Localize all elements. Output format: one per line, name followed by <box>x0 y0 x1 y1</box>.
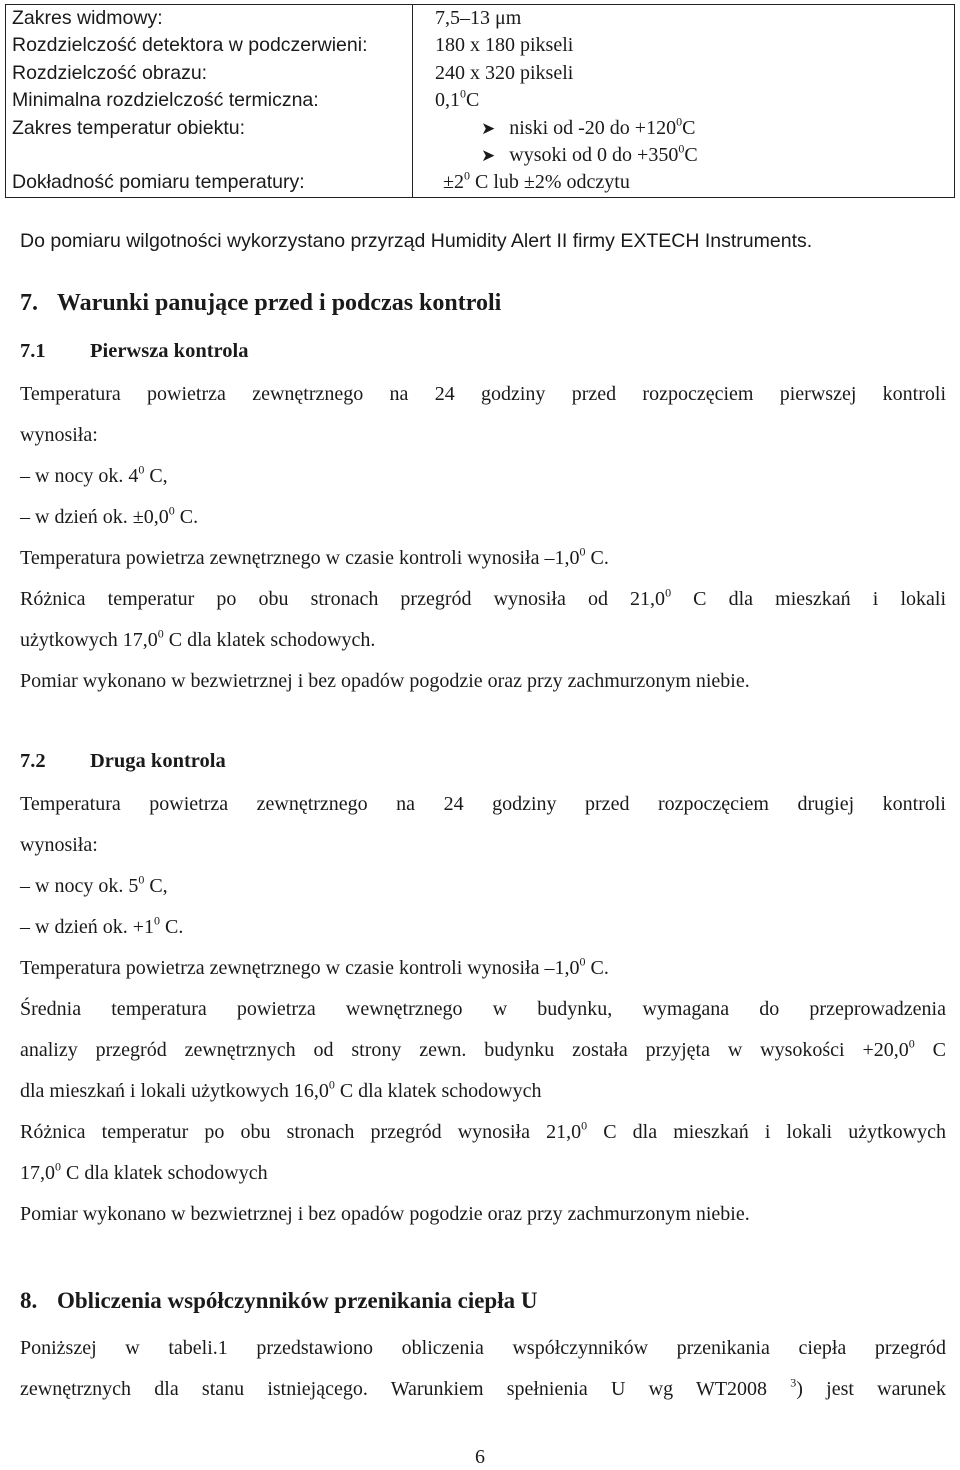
spec-row <box>6 87 955 114</box>
page-number: 6 <box>475 1446 485 1468</box>
spec-row <box>6 60 955 87</box>
spec-value: ➤ wysoki od 0 do $+350^0C$ <box>481 141 698 166</box>
spec-value: $\pm 2^0$ C lub ±2% odczytu <box>443 168 630 194</box>
spec-label: Minimalna rozdzielczość termiczna: <box>6 87 413 114</box>
spec-value: 180 x 180 pikseli <box>435 34 574 57</box>
spec-label: Zakres widmowy: <box>6 5 413 33</box>
spec-row <box>6 5 955 33</box>
paragraph: zewnętrznych dla stanu istniejącego. Warunkiem spełnienia U wg WT2008 $^3$) jest warunek <box>20 1375 946 1400</box>
paragraph: Pomiar wykonano w bezwietrznej i bez opadów pogodzie oraz przy zachmurzonym niebie. <box>20 670 750 692</box>
paragraph: analizy przegród zewnętrznych od strony zewn. budynku została przyjęta w wysokości $+20,0^0$ C <box>20 1036 946 1061</box>
list-item: – w nocy ok. $4^0$ C, <box>20 462 168 487</box>
paragraph: 17,0$^0$ C dla klatek schodowych <box>20 1159 268 1184</box>
spec-label: Zakres temperatur obiektu: <box>6 115 413 142</box>
spec-label: Dokładność pomiaru temperatury: <box>6 169 413 197</box>
spec-row <box>6 115 955 142</box>
paragraph: wynosiła: <box>20 424 98 446</box>
spec-row <box>6 142 955 169</box>
paragraph: wynosiła: <box>20 834 98 856</box>
spec-value: 7,5–13 μm <box>435 7 522 29</box>
specs-table <box>5 4 955 198</box>
list-item: – w nocy ok. $5^0$ C, <box>20 872 168 897</box>
paragraph: użytkowych 17,0$^0$ C dla klatek schodowych. <box>20 626 376 651</box>
paragraph: Temperatura powietrza zewnętrznego w czasie kontroli wynosiła $-1,0^0$ C. <box>20 954 609 979</box>
paragraph: Różnica temperatur po obu stronach przegród wynosiła 21,0$^0$ C dla mieszkań i lokali użytkowych <box>20 1118 946 1143</box>
paragraph: Różnica temperatur po obu stronach przegród wynosiła od 21,0$^0$ C dla mieszkań i lokali <box>20 585 947 610</box>
paragraph: Temperatura powietrza zewnętrznego na 24 godziny przed rozpoczęciem pierwszej kontroli <box>20 383 946 405</box>
paragraph: Pomiar wykonano w bezwietrznej i bez opadów pogodzie oraz przy zachmurzonym niebie. <box>20 1203 750 1225</box>
section-7-1-heading: 7.1 Pierwsza kontrola <box>20 340 249 362</box>
paragraph: dla mieszkań i lokali użytkowych 16,0$^0$ C dla klatek schodowych <box>20 1077 542 1102</box>
paragraph: Temperatura powietrza zewnętrznego w czasie kontroli wynosiła $-1,0^0$ C. <box>20 544 609 569</box>
spec-label: Rozdzielczość detektora w podczerwieni: <box>6 32 413 59</box>
spec-row <box>6 169 955 197</box>
paragraph: Poniższej w tabeli.1 przedstawiono obliczenia współczynników przenikania ciepła przegród <box>20 1337 946 1359</box>
spec-label <box>6 142 413 169</box>
arrow-bullet-icon: ➤ <box>481 145 496 165</box>
arrow-bullet-icon: ➤ <box>481 118 496 138</box>
section-7-2-heading: 7.2 Druga kontrola <box>20 750 226 772</box>
section-7-1-body <box>20 374 946 702</box>
section-8-heading: 8. Obliczenia współczynników przenikania ciepła U <box>20 1288 538 1313</box>
section-7-heading: 7. Warunki panujące przed i podczas kontroli <box>20 290 502 316</box>
section-8-body <box>20 1328 946 1410</box>
humidity-note: Do pomiaru wilgotności wykorzystano przyrząd Humidity Alert II firmy EXTECH Instruments. <box>20 230 813 252</box>
spec-value: $0,1^0C$ <box>435 86 480 112</box>
spec-value: 240 x 320 pikseli <box>435 61 574 84</box>
list-item: – w dzień ok. $+1^0$ C. <box>20 913 184 938</box>
paragraph: Średnia temperatura powietrza wewnętrznego w budynku, wymagana do przeprowadzenia <box>20 998 946 1020</box>
paragraph: Temperatura powietrza zewnętrznego na 24 godziny przed rozpoczęciem drugiej kontroli <box>20 793 946 815</box>
spec-label: Rozdzielczość obrazu: <box>6 60 413 87</box>
list-item: – w dzień ok. $\pm 0,0^0$ C. <box>20 503 199 528</box>
spec-row <box>6 32 955 59</box>
spec-value: ➤ niski od -20 do $+120^0C$ <box>481 114 696 139</box>
section-7-2-body <box>20 784 946 1235</box>
